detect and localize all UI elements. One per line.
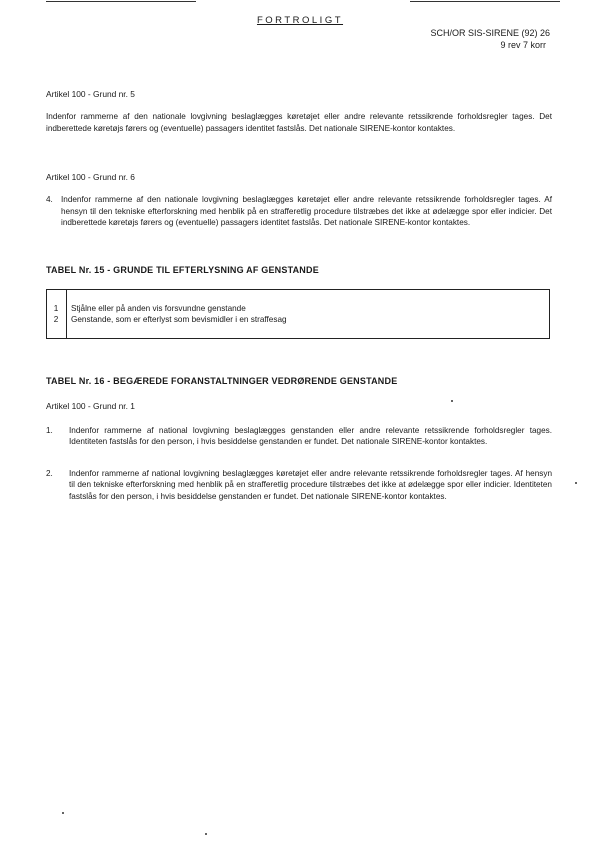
reference-line-1: SCH/OR SIS-SIRENE (92) 26 <box>430 28 550 38</box>
scan-speck <box>451 400 453 402</box>
row-number: 1 <box>53 304 59 313</box>
table15 <box>46 289 550 339</box>
item-number: 1. <box>46 426 53 435</box>
item-number: 2. <box>46 469 53 478</box>
paragraph-number: 4. <box>46 195 53 205</box>
article-heading: Artikel 100 - Grund nr. 5 <box>46 89 135 99</box>
row-number: 2 <box>53 315 59 324</box>
table-column-divider <box>66 290 67 338</box>
section-art6 <box>46 172 552 229</box>
scan-speck <box>62 812 64 814</box>
article-paragraph: Indenfor rammerne af den nationale lovgivning beslaglægges køretøjet eller andre relevante retssikrende forholdsregler tages. Det indberettede køretøjs førers og (eventuelle) passagers identitet fastslås. Det nationale SIRENE-kontor kontaktes. <box>46 112 552 133</box>
section-art5 <box>46 89 552 134</box>
scan-speck <box>205 833 207 835</box>
document-reference <box>430 27 550 51</box>
article-heading: Artikel 100 - Grund nr. 6 <box>46 172 135 182</box>
article-heading: Artikel 100 - Grund nr. 1 <box>46 401 135 411</box>
row-text: Genstande, som er efterlyst som bevismidler i en straffesag <box>71 315 287 324</box>
list-item <box>46 425 552 448</box>
list-item <box>46 468 552 502</box>
section-table16 <box>46 401 552 412</box>
scan-speck <box>575 482 577 484</box>
table16-title: TABEL Nr. 16 - BEGÆREDE FORANSTALTNINGER VEDRØRENDE GENSTANDE <box>46 376 398 386</box>
table15-title: TABEL Nr. 15 - GRUNDE TIL EFTERLYSNING AF GENSTANDE <box>46 265 319 275</box>
item-text: Indenfor rammerne af national lovgivning beslaglægges genstanden eller andre relevante retssikrende forholdsregler tages. Identiteten fastslås for den person, i hvis besiddelse genstanden er fundet. Det nationale SIRENE-kontor kontaktes. <box>69 426 552 447</box>
item-text: Indenfor rammerne af national lovgivning beslaglægges køretøjet eller andre relevante retssikrende forholdsregler tages. Af hensyn til den tekniske efterforskning med henblik på en strafferetlig procedure tilstræbes det ikke at ødelægge spor eller indicier. Identiteten fastslås for den person, i hvis besiddelse genstanden er fundet. Det nationale SIRENE-kontor kontaktes. <box>69 469 552 501</box>
top-rule-right <box>410 1 560 2</box>
reference-line-2: 9 rev 7 korr <box>500 40 546 50</box>
top-rule-left <box>46 1 196 2</box>
article-paragraph: Indenfor rammerne af den nationale lovgivning beslaglægges køretøjet eller andre relevante retssikrende forholdsregler tages. Af hensyn til den tekniske efterforskning med henblik på en strafferetlig procedure tilstræbes det ikke at ødelægge spor eller indicier. Det indberettede køretøjs førers og (eventuelle) passagers identitet fastslås. Det nationale SIRENE-kontor kontaktes. <box>61 195 552 228</box>
classification-label: FORTROLIGT <box>256 15 344 26</box>
row-text: Stjålne eller på anden vis forsvundne genstande <box>71 304 246 313</box>
